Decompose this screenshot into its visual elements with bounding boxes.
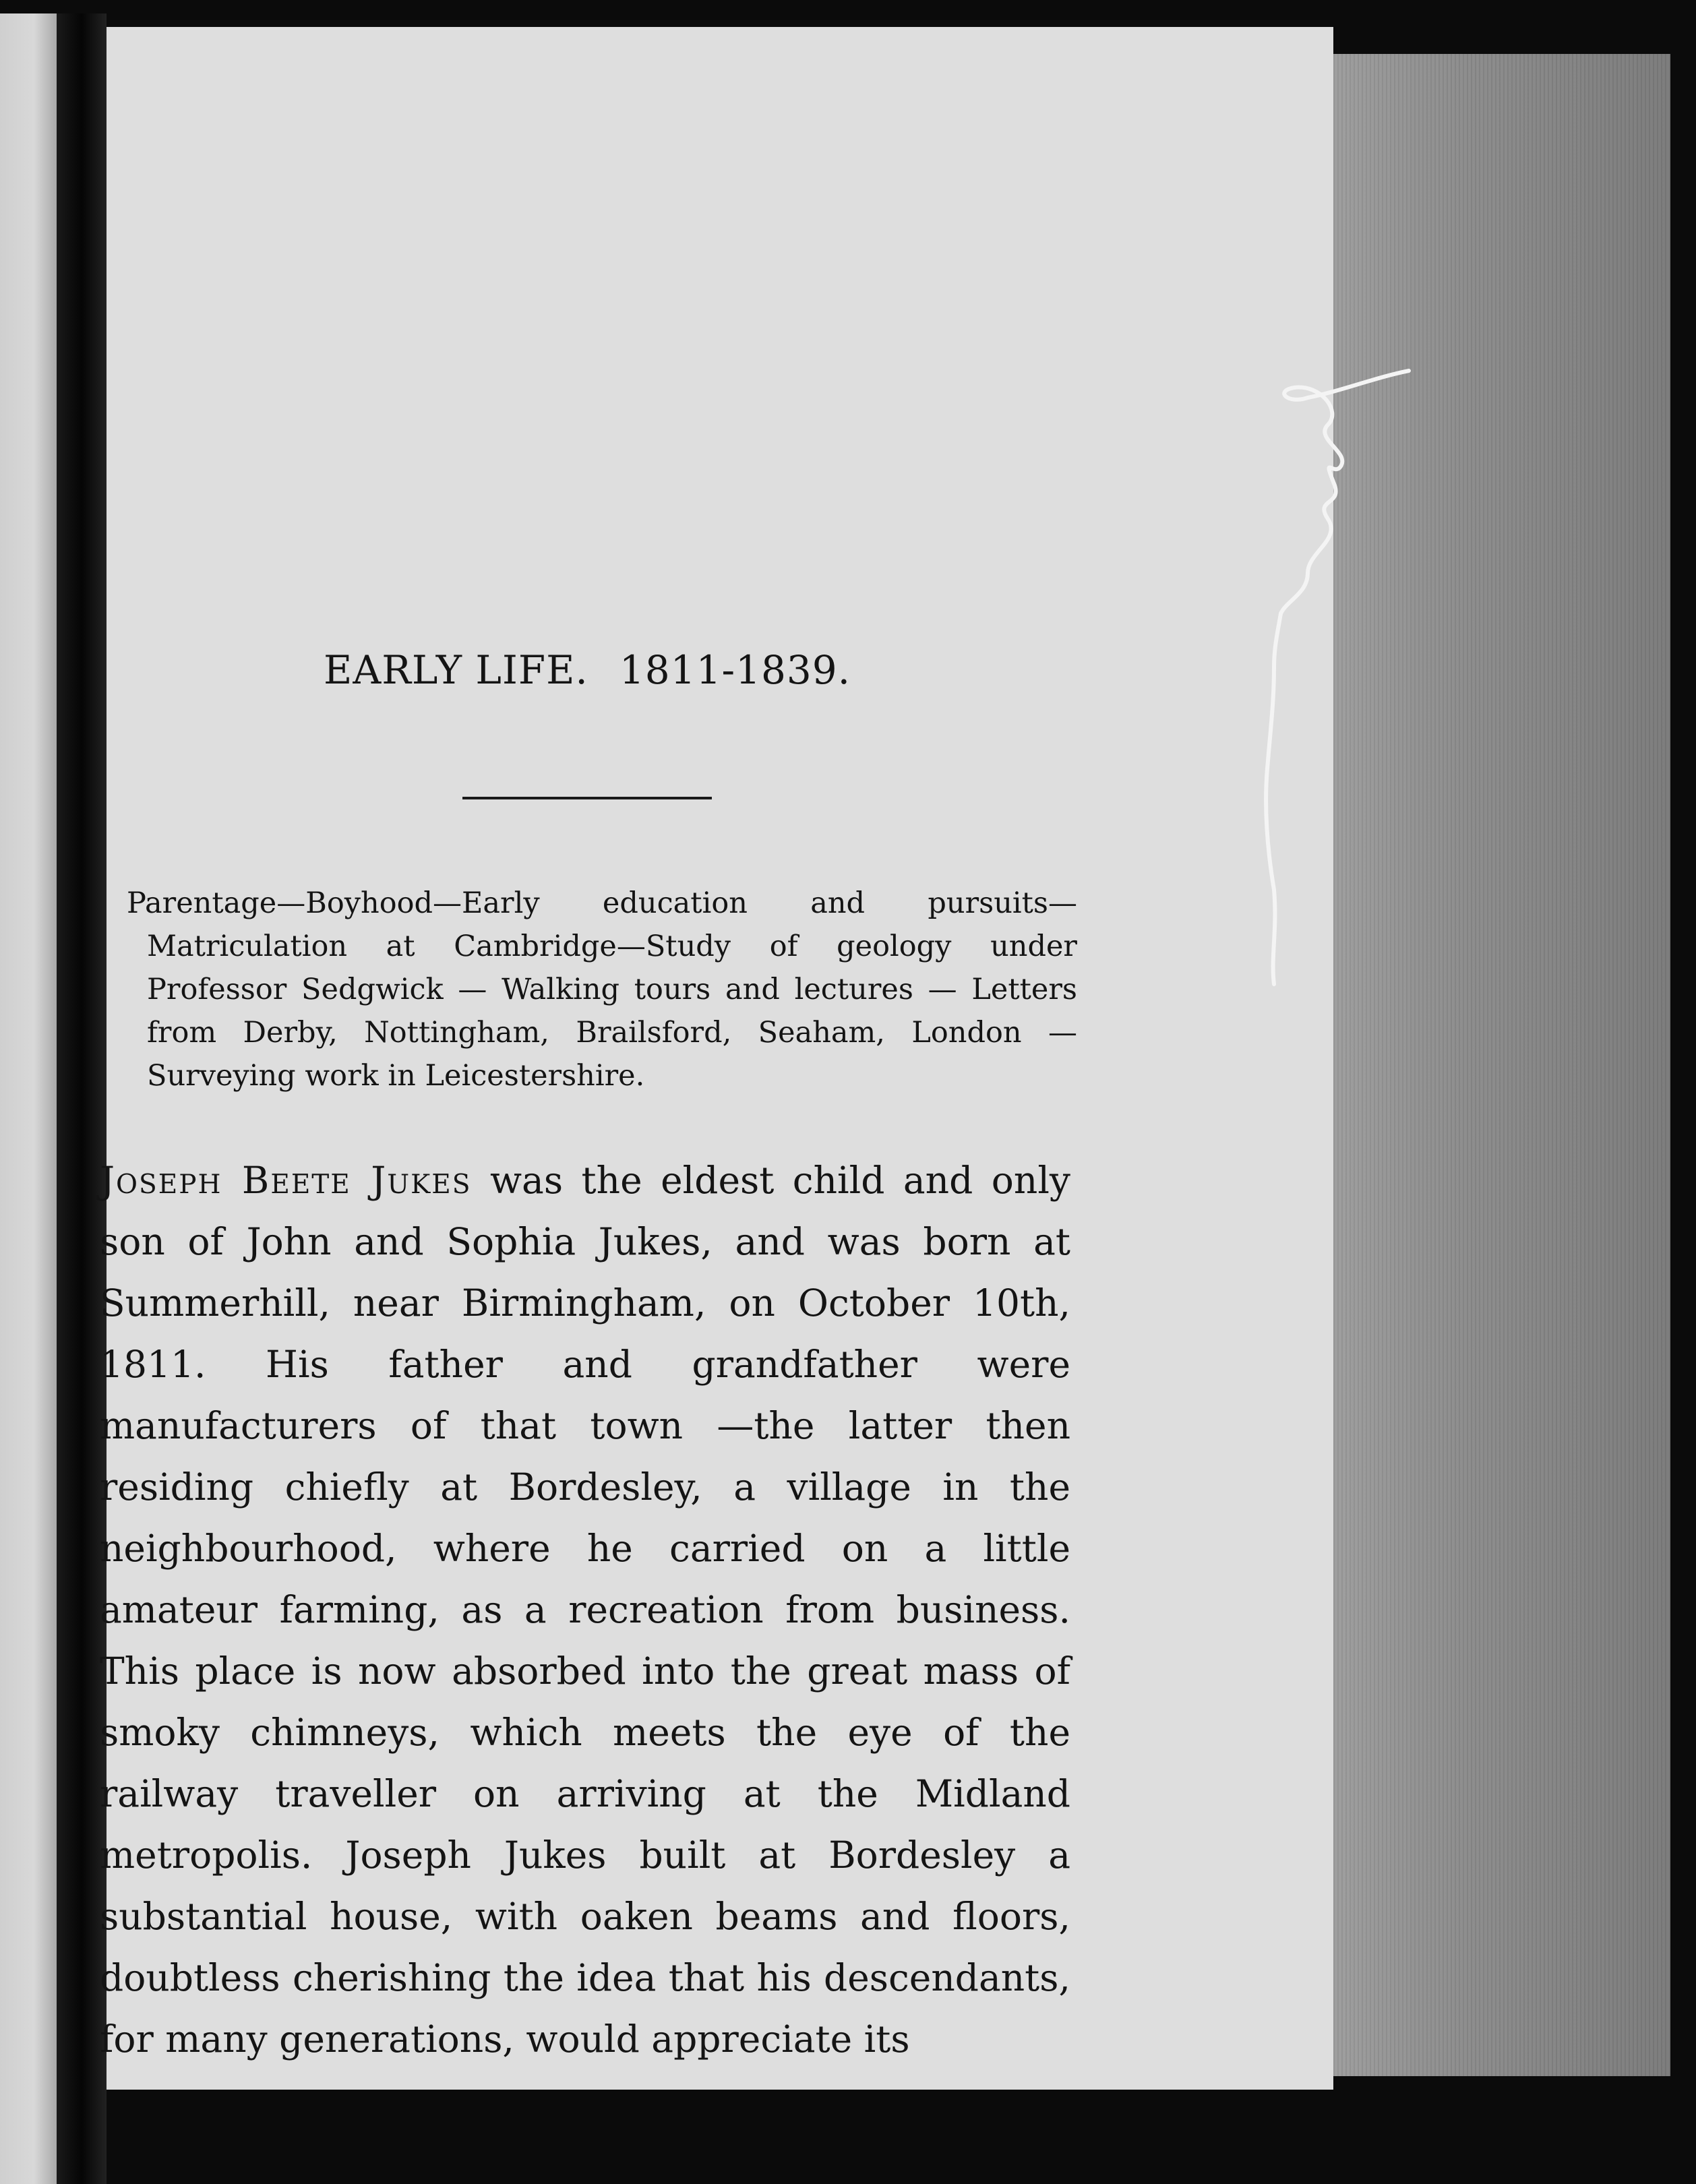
previous-page-edge (0, 13, 57, 2184)
lead-name: Joseph Beete Jukes (100, 1159, 472, 1202)
chapter-years: 1811-1839. (619, 647, 851, 693)
chapter-summary: Parentage—Boyhood—Early education and pursuits—Matriculation at Cambridge—Study of geology under Professor Sedgwick — Walking tours and lectures — Letters from Derby, Nottingham, Brailsford, Seaham, London — Surveying work in Leicestershire. (127, 886, 1077, 1093)
book-gutter (57, 13, 107, 2184)
chapter-heading (324, 647, 903, 693)
body-paragraph (100, 1150, 1070, 2070)
heading-rule (462, 797, 712, 799)
white-scratch-mark (1207, 351, 1429, 998)
chapter-title: EARLY LIFE. (324, 647, 588, 693)
body-text: was the eldest child and only son of John and Sophia Jukes, and was born at Summerhill, near Birmingham, on October 10th, 1811. His father and grandfather were manufacturers of that town —the latter then residing chiefly at Bordesley, a village in the neighbourhood, where he carried on a little amateur farming, as a recreation from business. This place is now absorbed into the great mass of smoky chimneys, which meets the eye of the railway traveller on arriving at the Midland metropolis. Joseph Jukes built at Bordesley a substantial house, with oaken beams and floors, doubtless cherishing the idea that his descendants, for many generations, would appreciate its (100, 1159, 1070, 2061)
